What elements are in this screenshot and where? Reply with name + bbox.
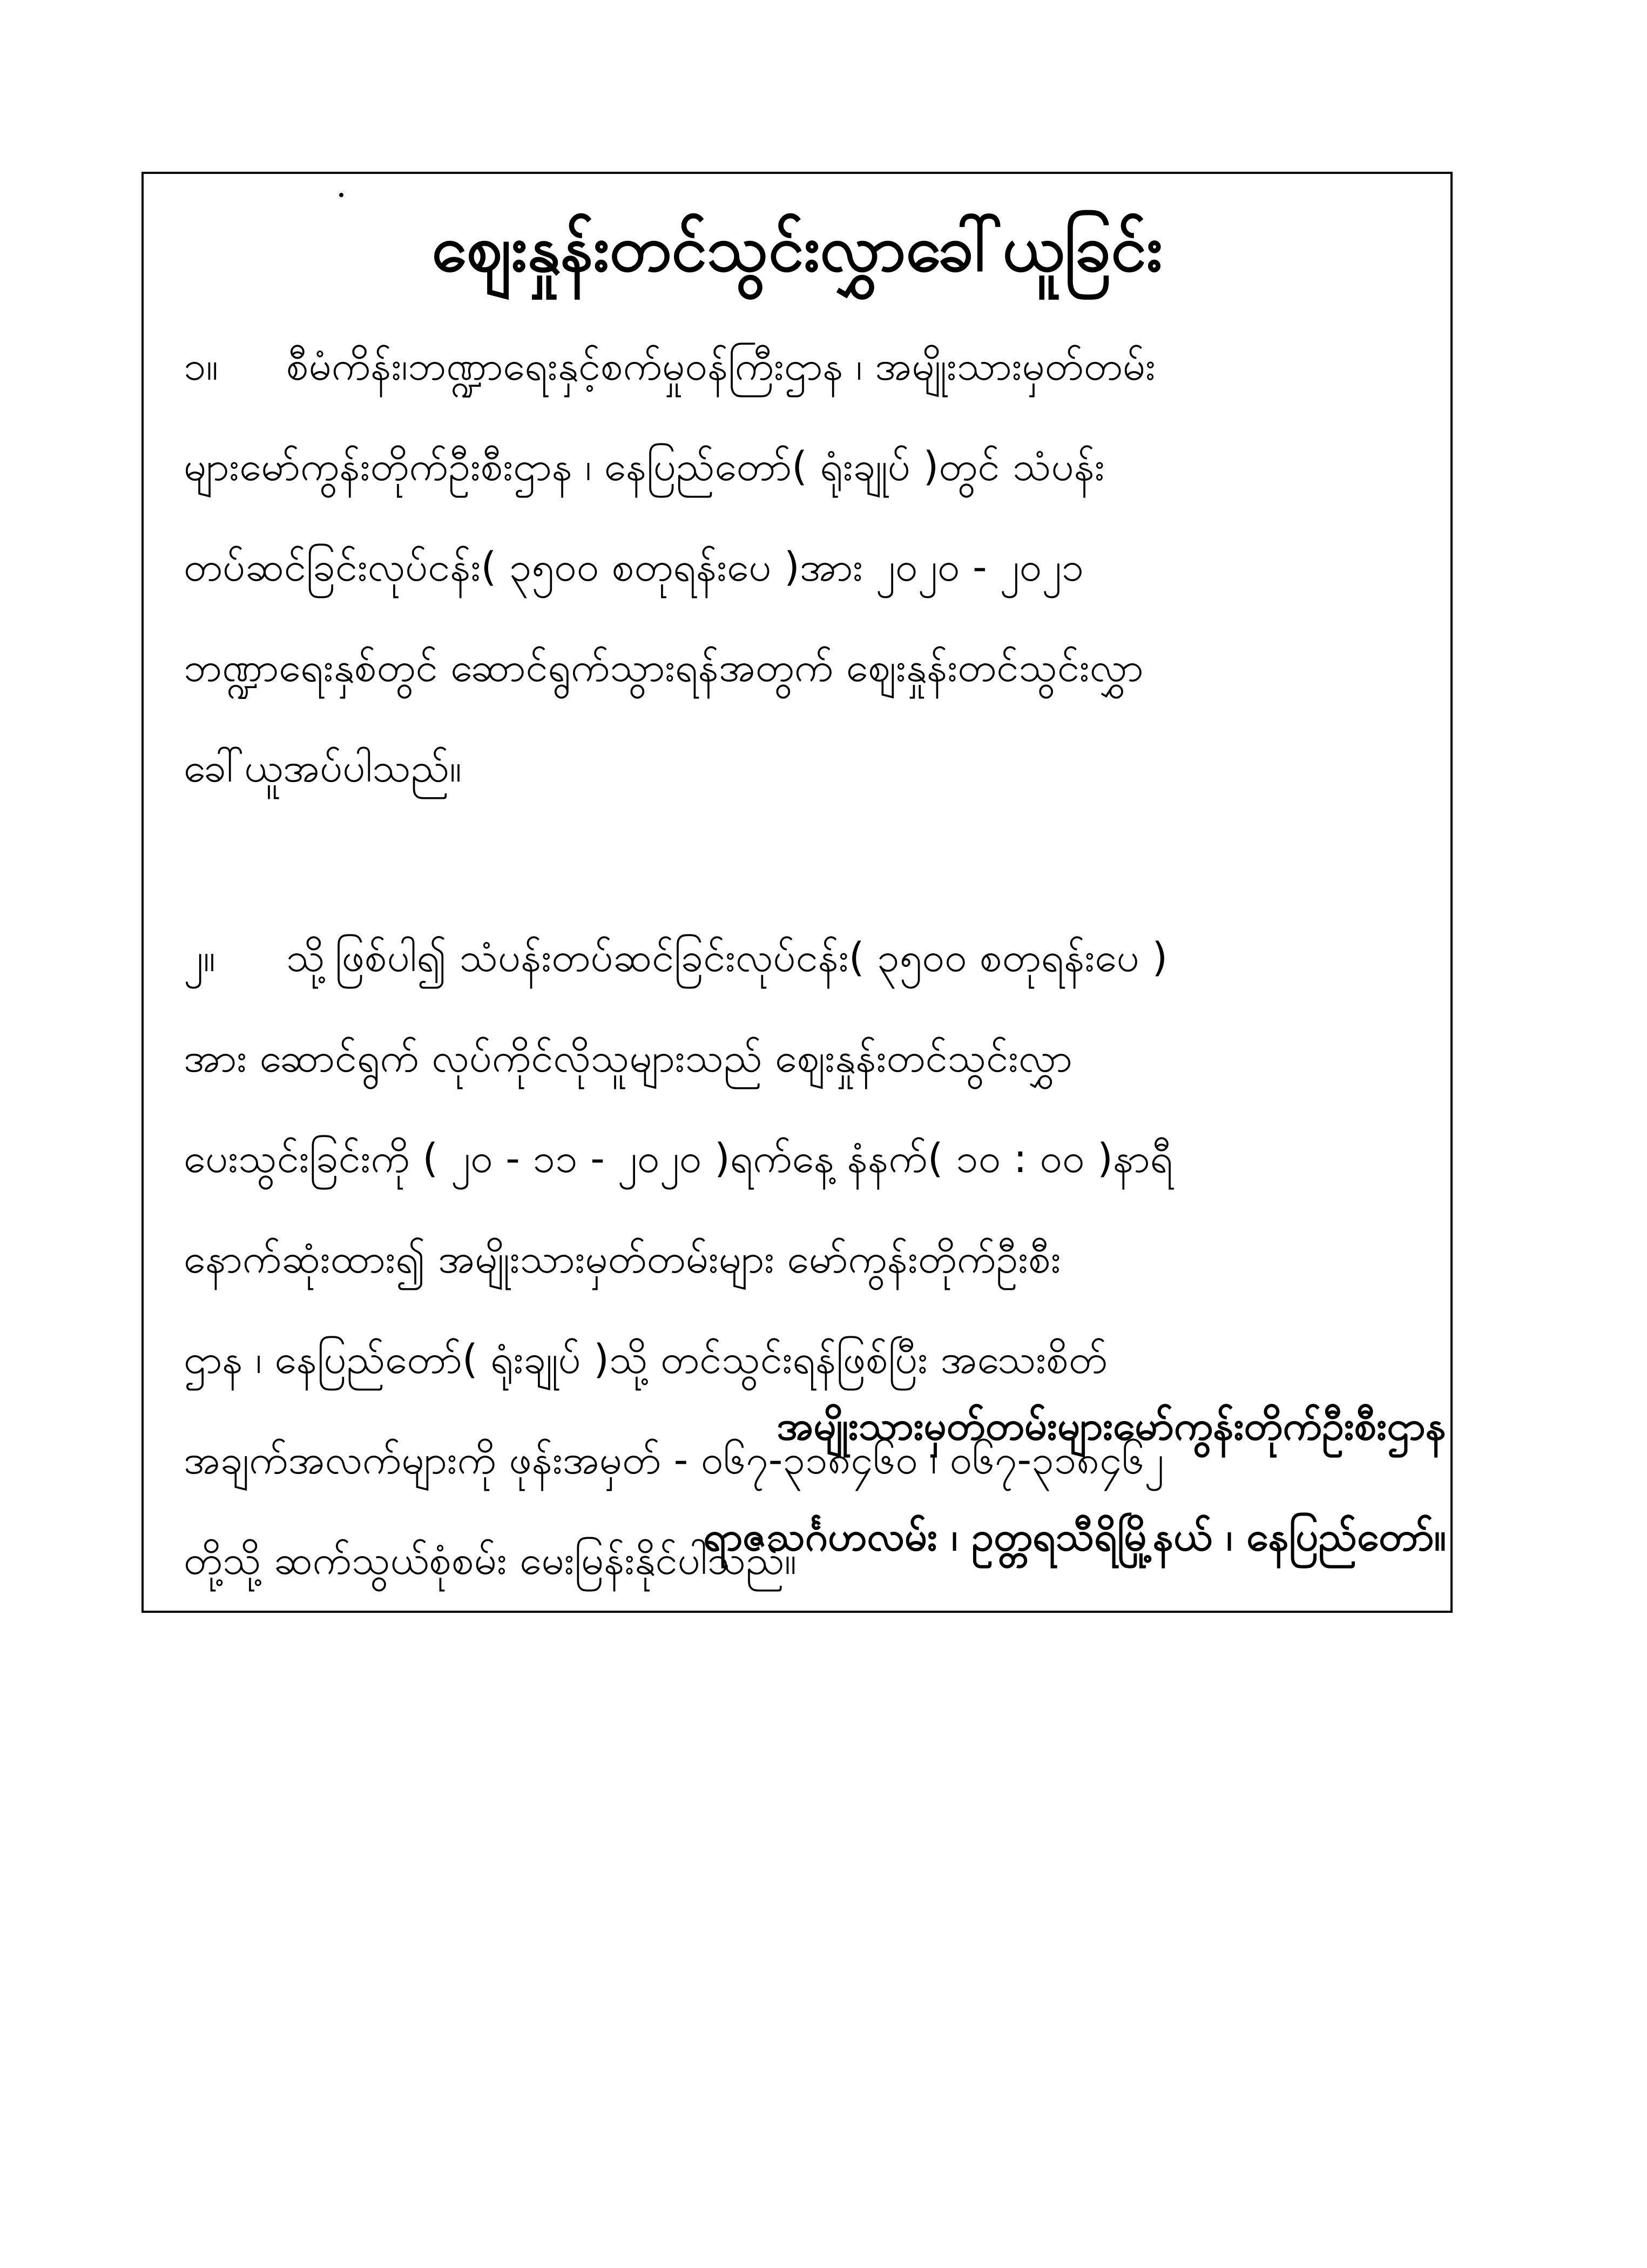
- notice-title: ဈေးနှုန်းတင်သွင်းလွှာခေါ်ယူခြင်း: [431, 211, 1163, 286]
- paragraph-text: အား ဆောင်ရွက် လုပ်ကိုင်လိုသူများသည် ဈေးနှုန်းတင်သွင်းလွှာ: [184, 1035, 1072, 1081]
- paragraph-line: [184, 1108, 1409, 1209]
- print-speck: [339, 193, 343, 197]
- paragraph-line-start: [184, 316, 1156, 416]
- paragraph-line-start: [184, 907, 1167, 1008]
- paragraph-text: အချက်အလက်များကို ဖုန်းအမှတ် - ၀၆၇-၃၁၈၄၆၀ ၊ ၀၆၇-၃၁၈၄၆၂: [184, 1437, 1164, 1483]
- paragraph-text: ပေးသွင်းခြင်းကို ( ၂၀ - ၁၁ - ၂၀၂၀ )ရက်နေ့ နံနက်( ၁၀ : ၀၀ )နာရီ: [184, 1135, 1173, 1182]
- paragraph-text: သို့ဖြစ်ပါ၍ သံပန်းတပ်ဆင်ခြင်းလုပ်ငန်း( ၃၅၀၀ စတုရန်းပေ ): [286, 934, 1168, 981]
- paragraph-line: [184, 617, 1409, 718]
- paragraph-text: စီမံကိန်း၊ဘဏ္ဍာရေးနှင့်စက်မှုဝန်ကြီးဌာန ၊ အမျိုးသားမှတ်တမ်း: [286, 343, 1156, 389]
- paragraph-text: ဘဏ္ဍာရေးနှစ်တွင် ဆောင်ရွက်သွားရန်အတွက် ဈေးနှုန်းတင်သွင်းလွှာ: [184, 644, 1144, 691]
- paragraph-text: တပ်ဆင်ခြင်းလုပ်ငန်း( ၃၅၀၀ စတုရန်းပေ )အား ၂၀၂၀ - ၂၀၂၁: [184, 544, 1084, 590]
- paragraph-line: [184, 718, 1409, 818]
- paragraph-text: များမော်ကွန်းတိုက်ဦးစီးဌာန ၊ နေပြည်တော်( ရုံးချုပ် )တွင် သံပန်း: [184, 443, 1105, 490]
- paragraph-line: [184, 416, 1409, 517]
- paragraph-text: နောက်ဆုံးထား၍ အမျိုးသားမှတ်တမ်းများ မော်ကွန်းတိုက်ဦးစီး: [184, 1236, 1061, 1282]
- signature-department: အမျိုးသားမှတ်တမ်းများမော်ကွန်းတိုက်ဦးစီးဌာန: [777, 1403, 1446, 1449]
- paragraph-line: [184, 517, 1409, 617]
- paragraph-1: [184, 316, 1409, 818]
- paragraph-number: ၁။: [184, 343, 219, 389]
- paragraph-text: တို့သို့ ဆက်သွယ်စုံစမ်း မေးမြန်းနိုင်ပါသည်။: [184, 1537, 797, 1584]
- paragraph-line: [184, 907, 1409, 1008]
- paragraph-line: [184, 316, 1409, 416]
- paragraph-line: [184, 1209, 1409, 1309]
- signature-address: ရာဇသင်္ဂဟလမ်း ၊ ဥတ္တရသီရိမြို့နယ် ၊ နေပြည်တော်။: [703, 1513, 1446, 1560]
- paragraph-number: ၂။: [184, 934, 215, 981]
- paragraph-text: ခေါ်ယူအပ်ပါသည်။: [184, 745, 462, 791]
- paragraph-line: [184, 1008, 1409, 1108]
- paragraph-text: ဌာန ၊ နေပြည်တော်( ရုံးချုပ် )သို့ တင်သွင်းရန်ဖြစ်ပြီး အသေးစိတ်: [184, 1336, 1108, 1383]
